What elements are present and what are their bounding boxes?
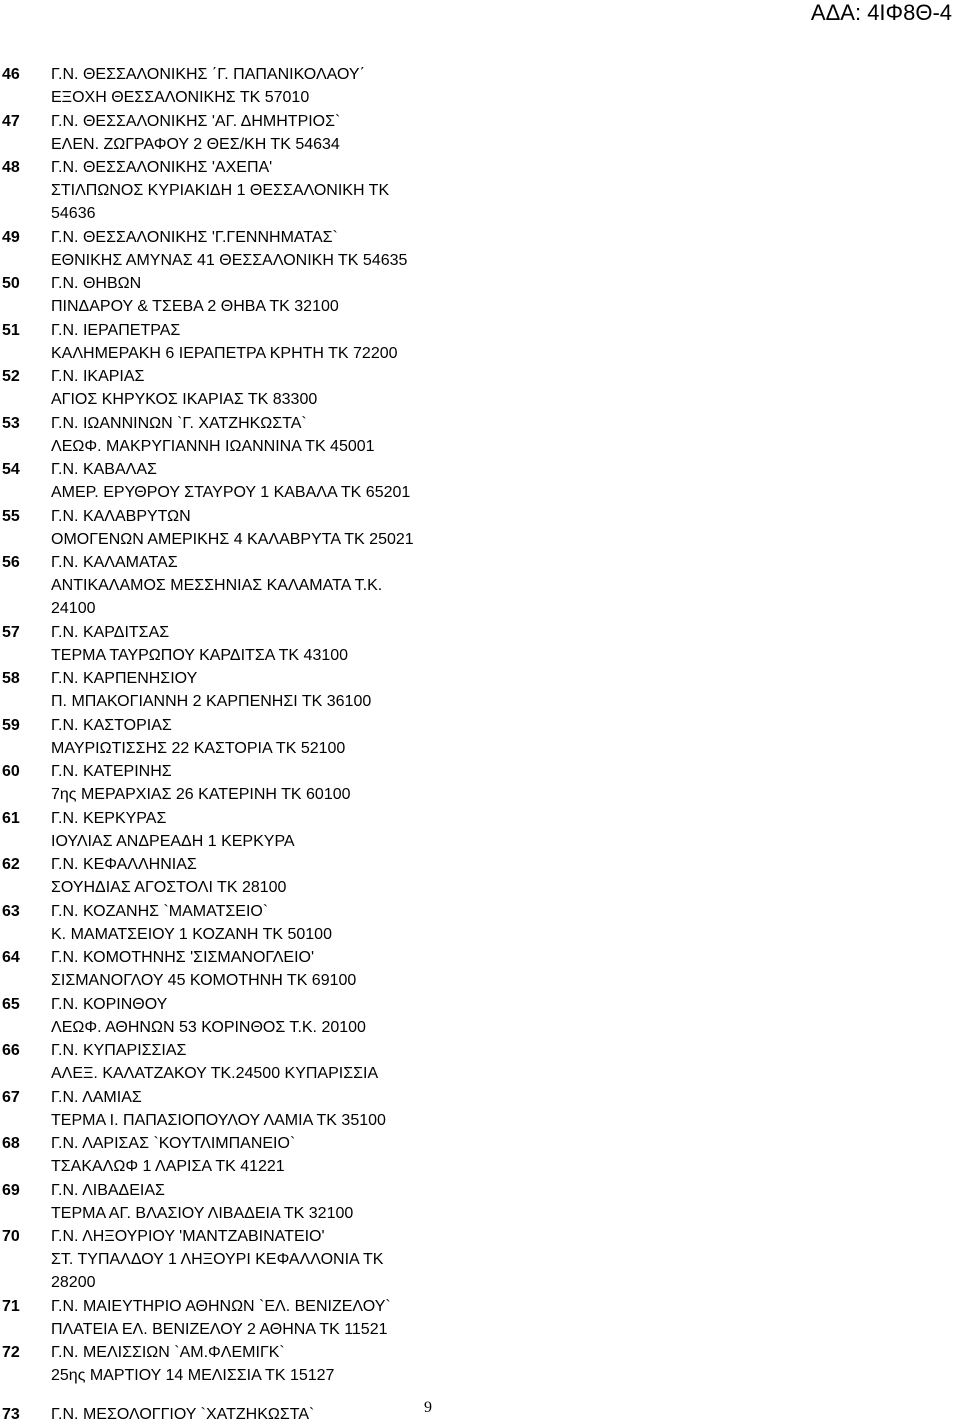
entry-number: 73	[2, 1406, 20, 1423]
entry-text	[51, 1039, 441, 1085]
hospital-name: Γ.Ν. ΚΑΣΤΟΡΙΑΣ	[51, 716, 172, 734]
list-item	[0, 900, 960, 946]
hospital-name: Γ.Ν. ΙΩΑΝΝΙΝΩΝ `Γ. ΧΑΤΖΗΚΩΣΤΑ`	[51, 414, 307, 432]
hospital-address-line: ΜΑΥΡΙΩΤΙΣΣΗΣ 22 ΚΑΣΤΟΡΙΑ ΤΚ 52100	[51, 739, 346, 757]
entry-text	[51, 156, 441, 225]
entry-text	[51, 505, 441, 551]
list-item	[0, 946, 960, 992]
hospital-address-line: ΣΤΙΛΠΩΝΟΣ ΚΥΡΙΑΚΙΔΗ 1 ΘΕΣΣΑΛΟΝΙΚΗ ΤΚ	[51, 182, 390, 199]
entry-number: 54	[2, 461, 20, 478]
hospital-address-line: ΑΝΤΙΚΑΛΑΜΟΣ ΜΕΣΣΗΝΙΑΣ ΚΑΛΑΜΑΤΑ Τ.Κ.	[51, 577, 383, 594]
hospital-address-line: ΣΤ. ΤΥΠΑΛΔΟΥ 1 ΛΗΞΟΥΡΙ ΚΕΦΑΛΛΟΝΙΑ ΤΚ	[51, 1251, 384, 1268]
entry-number: 64	[2, 949, 20, 966]
hospital-address-line: ΕΛΕΝ. ΖΩΓΡΑΦΟΥ 2 ΘΕΣ/ΚΗ ΤΚ 54634	[51, 135, 340, 153]
entry-number: 51	[2, 321, 20, 339]
hospital-name: Γ.Ν. ΙΚΑΡΙΑΣ	[51, 368, 145, 385]
hospital-name: Γ.Ν. ΛΑΜΙΑΣ	[51, 1088, 142, 1106]
hospital-name: Γ.Ν. ΘΕΣΣΑΛΟΝΙΚΗΣ 'Γ.ΓΕΝΝΗΜΑΤΑΣ`	[51, 228, 338, 246]
entry-number: 61	[2, 809, 20, 827]
entry-text	[51, 760, 441, 806]
hospital-address-line: ΣΟΥΗΔΙΑΣ ΑΓΟΣΤΟΛΙ ΤΚ 28100	[51, 879, 287, 896]
hospital-name: Γ.Ν. ΜΑΙΕΥΤΗΡΙΟ ΑΘΗΝΩΝ `ΕΛ. ΒΕΝΙΖΕΛΟΥ`	[51, 1297, 391, 1315]
list-item	[0, 505, 960, 551]
list-item	[0, 272, 960, 318]
list-item	[0, 319, 960, 365]
entry-text	[51, 1132, 441, 1178]
list-item	[0, 993, 960, 1039]
hospital-name: Γ.Ν. ΘΕΣΣΑΛΟΝΙΚΗΣ ΄Γ. ΠΑΠΑΝΙΚΟΛΑΟΥ΄	[51, 66, 365, 83]
hospital-address-line: Κ. ΜΑΜΑΤΣΕΙΟΥ 1 ΚΟΖΑΝΗ ΤΚ 50100	[51, 925, 332, 943]
hospital-address-line: 25ης ΜΑΡΤΙΟΥ 14 ΜΕΛΙΣΣΙΑ ΤΚ 15127	[51, 1367, 335, 1384]
entry-text	[51, 272, 441, 318]
hospital-address-line: ΤΣΑΚΑΛΩΦ 1 ΛΑΡΙΣΑ ΤΚ 41221	[51, 1158, 285, 1175]
list-item	[0, 110, 960, 156]
list-item	[0, 1403, 960, 1426]
hospital-address-line: ΙΟΥΛΙΑΣ ΑΝΔΡΕΑΔΗ 1 ΚΕΡΚΥΡΑ	[51, 832, 295, 850]
entry-number: 53	[2, 414, 20, 432]
list-item	[0, 1225, 960, 1294]
hospital-name: Γ.Ν. ΛΑΡΙΣΑΣ `ΚΟΥΤΛΙΜΠΑΝΕΙΟ`	[51, 1135, 296, 1152]
hospital-name: Γ.Ν. ΚΑΒΑΛΑΣ	[51, 461, 157, 478]
ada-code: ΑΔΑ: 4ΙΦ8Θ-4	[810, 0, 952, 25]
entry-text	[51, 63, 441, 109]
list-item	[0, 1039, 960, 1085]
entry-number: 57	[2, 623, 20, 641]
hospital-address-line: ΟΜΟΓΕΝΩΝ ΑΜΕΡΙΚΗΣ 4 ΚΑΛΑΒΡΥΤΑ ΤΚ 25021	[51, 530, 414, 548]
hospital-address-line: ΚΑΛΗΜΕΡΑΚΗ 6 ΙΕΡΑΠΕΤΡΑ ΚΡΗΤΗ ΤΚ 72200	[51, 344, 398, 362]
list-item	[0, 458, 960, 504]
entry-text	[51, 1086, 441, 1132]
list-item	[0, 1341, 960, 1387]
hospital-address-line: ΛΕΩΦ. ΑΘΗΝΩΝ 53 ΚΟΡΙΝΘΟΣ Τ.Κ. 20100	[51, 1018, 366, 1036]
hospital-address-line: ΛΕΩΦ. ΜΑΚΡΥΓΙΑΝΝΗ ΙΩΑΝΝΙΝΑ ΤΚ 45001	[51, 437, 375, 455]
list-item	[0, 365, 960, 411]
list-item	[0, 551, 960, 620]
entry-text	[51, 667, 441, 713]
hospital-name: Γ.Ν. ΚΟΖΑΝΗΣ `ΜΑΜΑΤΣΕΙΟ`	[51, 902, 269, 920]
hospital-name: Γ.Ν. ΚΑΛΑΜΑΤΑΣ	[51, 554, 178, 571]
entry-text	[51, 1225, 441, 1294]
hospital-address-line: Π. ΜΠΑΚΟΓΙΑΝΝΗ 2 ΚΑΡΠΕΝΗΣΙ ΤΚ 36100	[51, 693, 372, 710]
entry-text	[51, 993, 441, 1039]
entry-text	[51, 1295, 441, 1341]
hospital-address-line: ΤΕΡΜΑ ΤΑΥΡΩΠΟΥ ΚΑΡΔΙΤΣΑ ΤΚ 43100	[51, 646, 349, 664]
hospital-name: Γ.Ν. ΚΥΠΑΡΙΣΣΙΑΣ	[51, 1042, 187, 1059]
list-item	[0, 412, 960, 458]
hospital-name: Γ.Ν. ΚΕΦΑΛΛΗΝΙΑΣ	[51, 856, 197, 873]
hospital-address-line: ΤΕΡΜΑ Ι. ΠΑΠΑΣΙΟΠΟΥΛΟΥ ΛΑΜΙΑ ΤΚ 35100	[51, 1111, 386, 1129]
entry-text	[51, 1179, 441, 1225]
entry-number: 55	[2, 507, 20, 525]
hospital-address-line: 54636	[51, 205, 96, 222]
entry-number: 50	[2, 275, 20, 292]
hospital-name: Γ.Ν. ΜΕΣΟΛΟΓΓΙΟΥ `ΧΑΤΖΗΚΩΣΤΑ`	[51, 1406, 315, 1423]
hospital-name: Γ.Ν. ΚΕΡΚΥΡΑΣ	[51, 809, 167, 827]
page-number: 9	[424, 1399, 432, 1416]
entry-number: 49	[2, 228, 20, 246]
entry-text	[51, 319, 441, 365]
hospital-name: Γ.Ν. ΚΑΤΕΡΙΝΗΣ	[51, 763, 172, 780]
hospital-address-line: ΠΙΝΔΑΡΟΥ & ΤΣΕΒΑ 2 ΘΗΒΑ ΤΚ 32100	[51, 298, 339, 315]
entry-text	[51, 621, 441, 667]
entry-number: 59	[2, 716, 20, 734]
entry-number: 46	[2, 66, 20, 83]
entry-number: 48	[2, 159, 20, 176]
entry-number: 70	[2, 1228, 20, 1245]
hospital-name: Γ.Ν. ΙΕΡΑΠΕΤΡΑΣ	[51, 321, 181, 339]
entry-text	[51, 1341, 441, 1387]
entry-number: 56	[2, 554, 20, 571]
list-item	[0, 156, 960, 225]
list-item	[0, 760, 960, 806]
entry-text	[51, 946, 441, 992]
list-item	[0, 63, 960, 109]
entry-number: 71	[2, 1297, 20, 1315]
entry-text	[51, 551, 441, 620]
list-item	[0, 853, 960, 899]
list-item	[0, 226, 960, 272]
entry-number: 47	[2, 112, 20, 130]
hospital-address-line: ΑΓΙΟΣ ΚΗΡΥΚΟΣ ΙΚΑΡΙΑΣ ΤΚ 83300	[51, 391, 318, 408]
hospital-address-line: ΣΙΣΜΑΝΟΓΛΟΥ 45 ΚΟΜΟΤΗΝΗ ΤΚ 69100	[51, 972, 357, 989]
hospital-address-line: ΕΘΝΙΚΗΣ ΑΜΥΝΑΣ 41 ΘΕΣΣΑΛΟΝΙΚΗ ΤΚ 54635	[51, 251, 408, 269]
entry-number: 58	[2, 670, 20, 687]
entry-number: 62	[2, 856, 20, 873]
entry-text	[51, 714, 441, 760]
hospital-name: Γ.Ν. ΛΙΒΑΔΕΙΑΣ	[51, 1181, 165, 1199]
hospital-address-line: ΠΛΑΤΕΙΑ ΕΛ. ΒΕΝΙΖΕΛΟΥ 2 ΑΘΗΝΑ ΤΚ 11521	[51, 1320, 388, 1338]
list-item	[0, 1179, 960, 1225]
hospital-name: Γ.Ν. ΚΑΡΠΕΝΗΣΙΟΥ	[51, 670, 198, 687]
entry-text	[51, 226, 441, 272]
hospital-address-line: 7ης ΜΕΡΑΡΧΙΑΣ 26 ΚΑΤΕΡΙΝΗ ΤΚ 60100	[51, 786, 351, 803]
list-item	[0, 1132, 960, 1178]
hospital-name: Γ.Ν. ΜΕΛΙΣΣΙΩΝ `ΑΜ.ΦΛΕΜΙΓΚ`	[51, 1344, 285, 1361]
hospital-name: Γ.Ν. ΘΕΣΣΑΛΟΝΙΚΗΣ 'ΑΧΕΠΑ'	[51, 159, 273, 176]
list-item	[0, 807, 960, 853]
list-item	[0, 1295, 960, 1341]
hospital-name: Γ.Ν. ΛΗΞΟΥΡΙΟΥ 'ΜΑΝΤΖΑΒΙΝΑΤΕΙΟ'	[51, 1228, 325, 1245]
entry-number: 63	[2, 902, 20, 920]
entry-text	[51, 412, 441, 458]
entry-text	[51, 110, 441, 156]
entry-number: 65	[2, 995, 20, 1013]
entry-text	[51, 900, 441, 946]
entry-text	[51, 853, 441, 899]
entry-number: 68	[2, 1135, 20, 1152]
entry-number: 52	[2, 368, 20, 385]
entry-number: 66	[2, 1042, 20, 1059]
hospital-list	[0, 63, 960, 1427]
hospital-address-line: ΕΞΟΧΗ ΘΕΣΣΑΛΟΝΙΚΗΣ ΤΚ 57010	[51, 89, 310, 106]
hospital-address-line: ΑΛΕΞ. ΚΑΛΑΤΖΑΚΟΥ ΤΚ.24500 ΚΥΠΑΡΙΣΣΙΑ	[51, 1065, 379, 1082]
hospital-address-line: ΤΕΡΜΑ ΑΓ. ΒΛΑΣΙΟΥ ΛΙΒΑΔΕΙΑ ΤΚ 32100	[51, 1204, 354, 1222]
hospital-address-line: ΑΜΕΡ. ΕΡΥΘΡΟΥ ΣΤΑΥΡΟΥ 1 ΚΑΒΑΛΑ ΤΚ 65201	[51, 484, 411, 501]
entry-text	[51, 458, 441, 504]
hospital-address-line: 28200	[51, 1274, 96, 1291]
list-item	[0, 667, 960, 713]
hospital-address-line: 24100	[51, 600, 96, 617]
hospital-name: Γ.Ν. ΘΗΒΩΝ	[51, 275, 142, 292]
entry-text	[51, 1403, 441, 1426]
hospital-name: Γ.Ν. ΚΟΜΟΤΗΝΗΣ 'ΣΙΣΜΑΝΟΓΛΕΙΟ'	[51, 949, 315, 966]
hospital-name: Γ.Ν. ΚΑΡΔΙΤΣΑΣ	[51, 623, 170, 641]
hospital-name: Γ.Ν. ΚΑΛΑΒΡΥΤΩΝ	[51, 507, 191, 525]
list-item	[0, 714, 960, 760]
entry-text	[51, 365, 441, 411]
hospital-name: Γ.Ν. ΚΟΡΙΝΘΟΥ	[51, 995, 168, 1013]
entry-number: 67	[2, 1088, 20, 1106]
entry-number: 69	[2, 1181, 20, 1199]
entry-number: 72	[2, 1344, 20, 1361]
hospital-name: Γ.Ν. ΘΕΣΣΑΛΟΝΙΚΗΣ 'ΑΓ. ΔΗΜΗΤΡΙΟΣ`	[51, 112, 341, 130]
entry-text	[51, 807, 441, 853]
list-item	[0, 1086, 960, 1132]
entry-number: 60	[2, 763, 20, 780]
list-item	[0, 621, 960, 667]
